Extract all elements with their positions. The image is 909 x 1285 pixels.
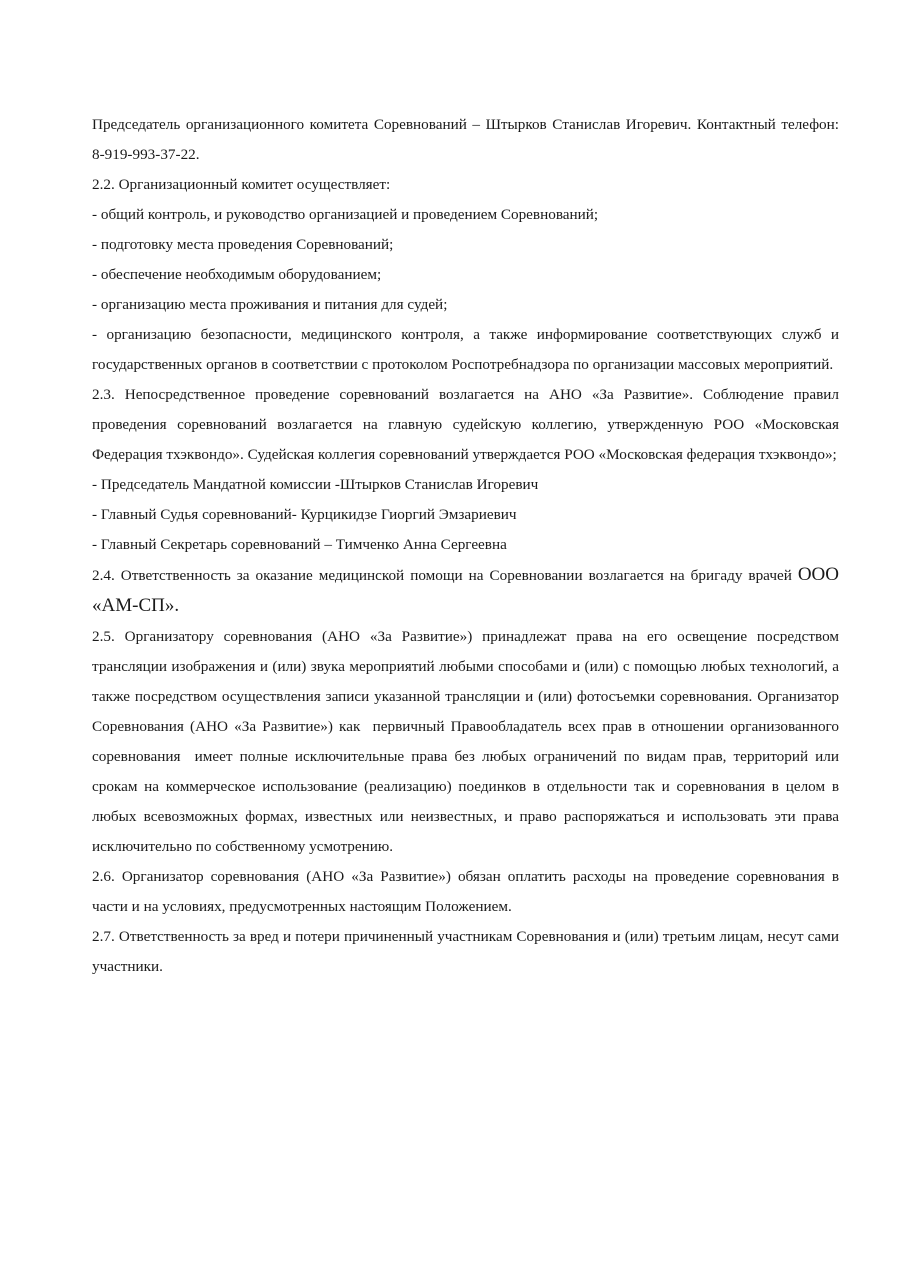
document-page bbox=[92, 110, 844, 982]
section-2-3-paragraph: 2.3. Непосредственное проведение соревнований возлагается на АНО «За Развитие». Соблюдение правил проведения соревнований возлагается на главную судейскую коллегию, утвержденную РОО «Московская Федерация тхэквондо». Судейская коллегия соревнований утверждается РОО «Московская федерация тхэквондо»; bbox=[92, 386, 843, 463]
list-item: - Главный Судья соревнований- Курцикидзе Гиоргий Эмзариевич bbox=[92, 506, 517, 523]
medical-organization: ООО «АМ-СП». bbox=[92, 564, 844, 616]
section-2-4-text: 2.4. Ответственность за оказание медицинской помощи на Соревновании возлагается на бригаду врачей bbox=[92, 567, 798, 584]
chairman-paragraph: Председатель организационного комитета Соревнований – Штырков Станислав Игоревич. Контактный телефон: 8-919-993-37-22. bbox=[92, 116, 843, 163]
list-item: - обеспечение необходимым оборудованием; bbox=[92, 266, 382, 283]
list-item: - организацию безопасности, медицинского контроля, а также информирование соответствующих служб и государственных органов в соответствии с протоколом Роспотребнадзора по организации массовых мероприятий. bbox=[92, 326, 843, 373]
list-item: - Главный Секретарь соревнований – Тимченко Анна Сергеевна bbox=[92, 536, 507, 553]
section-2-6-paragraph: 2.6. Организатор соревнования (АНО «За Развитие») обязан оплатить расходы на проведение соревнования в части и на условиях, предусмотренных настоящим Положением. bbox=[92, 868, 843, 915]
section-2-7-paragraph: 2.7. Ответственность за вред и потери причиненный участникам Соревнования и (или) третьим лицам, несут сами участники. bbox=[92, 928, 843, 975]
list-item: - Председатель Мандатной комиссии -Штырков Станислав Игоревич bbox=[92, 476, 539, 493]
list-item: - общий контроль, и руководство организацией и проведением Соревнований; bbox=[92, 206, 599, 223]
section-2-2-heading: 2.2. Организационный комитет осуществляет: bbox=[92, 176, 391, 193]
list-item: - организацию места проживания и питания для судей; bbox=[92, 296, 448, 313]
section-2-4-paragraph bbox=[92, 560, 844, 622]
section-2-5-paragraph: 2.5. Организатору соревнования (АНО «За Развитие») принадлежат права на его освещение посредством трансляции изображения и (или) звука мероприятий любыми способами и (или) с помощью любых технологий, а также посредством осуществления записи указанной трансляции и (или) фотосъемки соревнования. Организатор Соревнования (АНО «За Развитие») как первичный Правообладатель всех прав в отношении организованного соревнования имеет полные исключительные права без любых ограничений по видам прав, территорий или срокам на коммерческое использование (реализацию) поединков в отдельности так и соревнования в целом в любых всевозможных формах, известных или неизвестных, и право распоряжаться и использовать эти права исключительно по собственному усмотрению. bbox=[92, 628, 843, 855]
list-item: - подготовку места проведения Соревнований; bbox=[92, 236, 394, 253]
